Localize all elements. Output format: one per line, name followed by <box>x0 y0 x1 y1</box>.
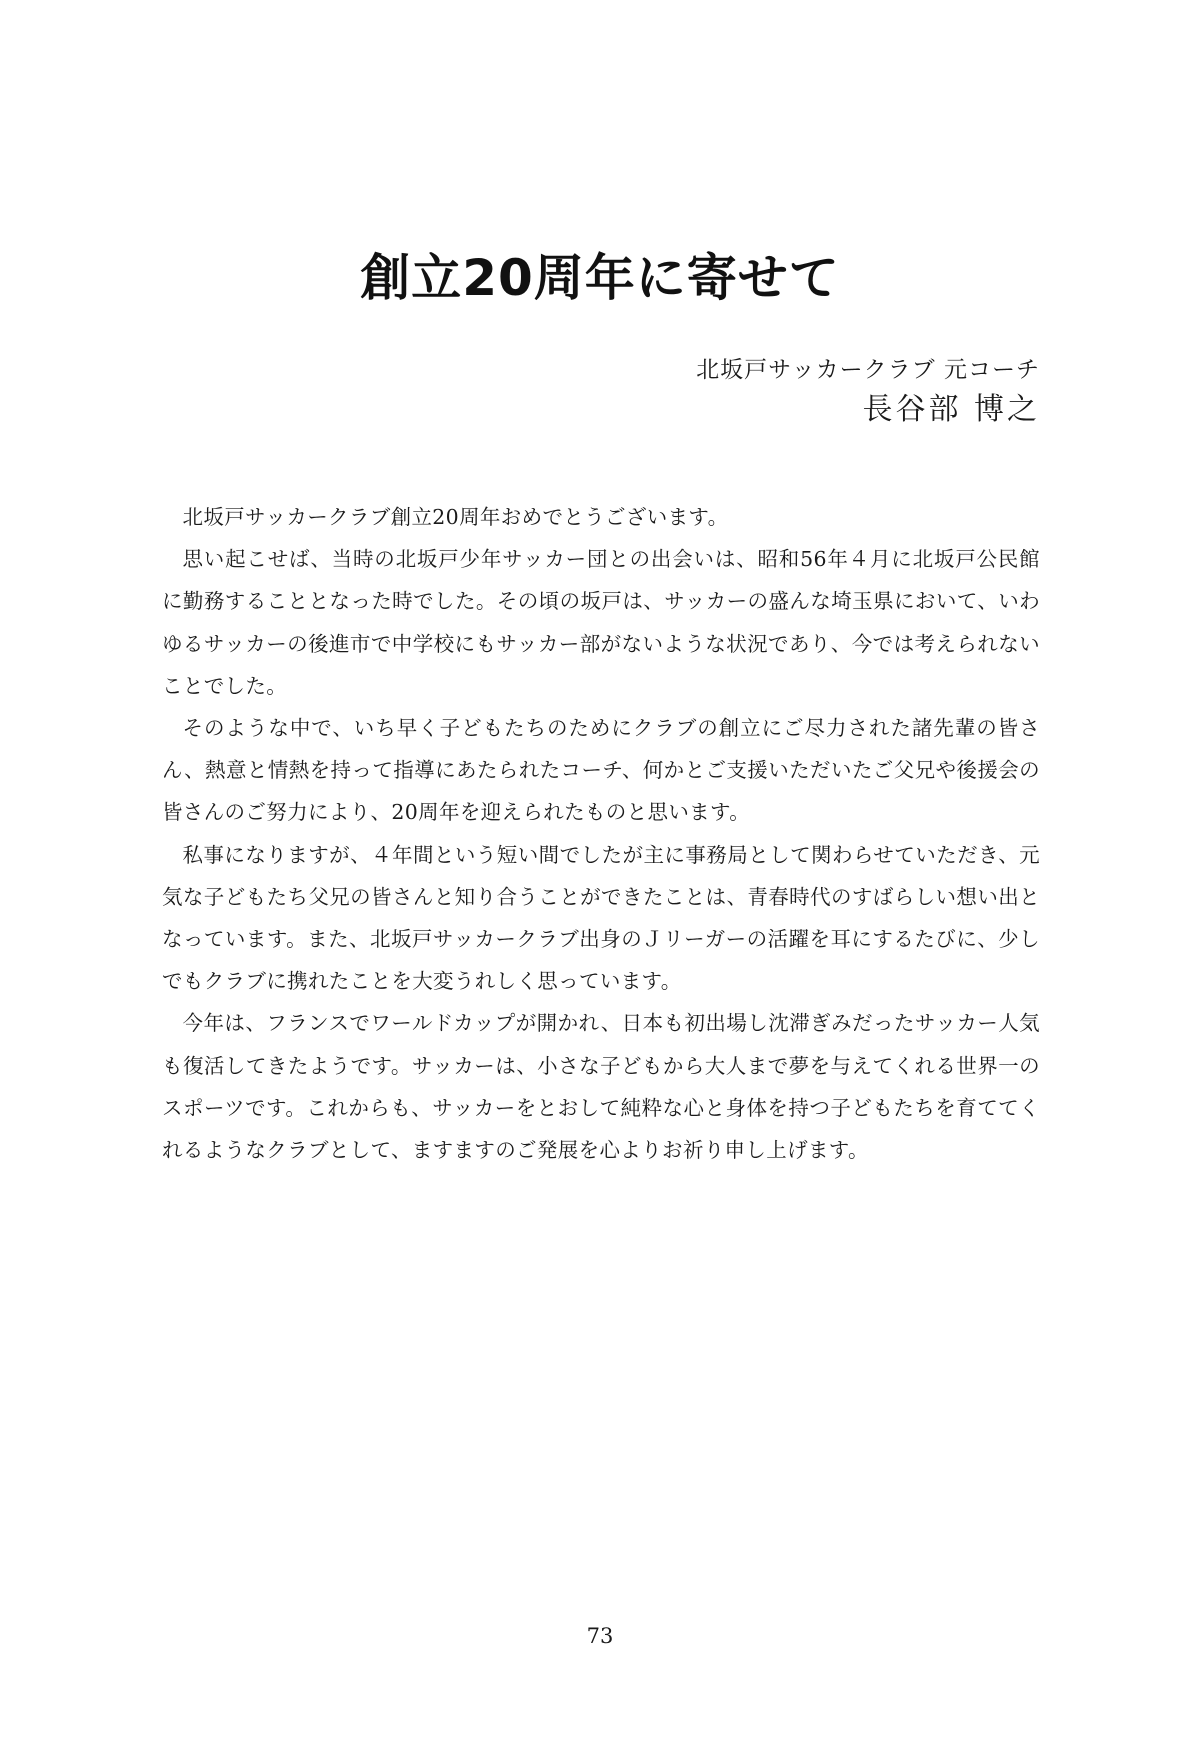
byline <box>696 352 1040 432</box>
author-affiliation: 北坂戸サッカークラブ 元コーチ <box>696 357 1040 383</box>
paragraph: 私事になりますが、４年間という短い間でしたが主に事務局として関わらせていただき、元気な子どもたち父兄の皆さんと知り合うことができたことは、青春時代のすばらしい想い出となっています。また、北坂戸サッカークラブ出身のＪリーガーの活躍を耳にするたびに、少しでもクラブに携れたことを大変うれしく思っています。 <box>162 842 1040 994</box>
paragraph: 思い起こせば、当時の北坂戸少年サッカー団との出会いは、昭和56年４月に北坂戸公民館に勤務することとなった時でした。その頃の坂戸は、サッカーの盛んな埼玉県において、いわゆるサッカーの後進市で中学校にもサッカー部がないような状況であり、今では考えられないことでした。 <box>162 547 1040 698</box>
article-body <box>162 496 1040 1171</box>
page-title: 創立20周年に寄せて <box>360 249 840 307</box>
page-number: 73 <box>586 1624 614 1648</box>
paragraph: そのような中で、いち早く子どもたちのためにクラブの創立にご尽力された諸先輩の皆さん、熱意と情熱を持って指導にあたられたコーチ、何かとご支援いただいたご父兄や後援会の皆さんのご努力により、20周年を迎えられたものと思います。 <box>162 716 1040 825</box>
paragraph: 今年は、フランスでワールドカップが開かれ、日本も初出場し沈滞ぎみだったサッカー人気も復活してきたようです。サッカーは、小さな子どもから大人まで夢を与えてくれる世界一のスポーツです。これからも、サッカーをとおして純粋な心と身体を持つ子どもたちを育ててくれるようなクラブとして、ますますのご発展を心よりお祈り申し上げます。 <box>162 1011 1040 1163</box>
author-name: 長谷部 博之 <box>862 392 1040 427</box>
paragraph: 北坂戸サッカークラブ創立20周年おめでとうございます。 <box>182 505 729 529</box>
